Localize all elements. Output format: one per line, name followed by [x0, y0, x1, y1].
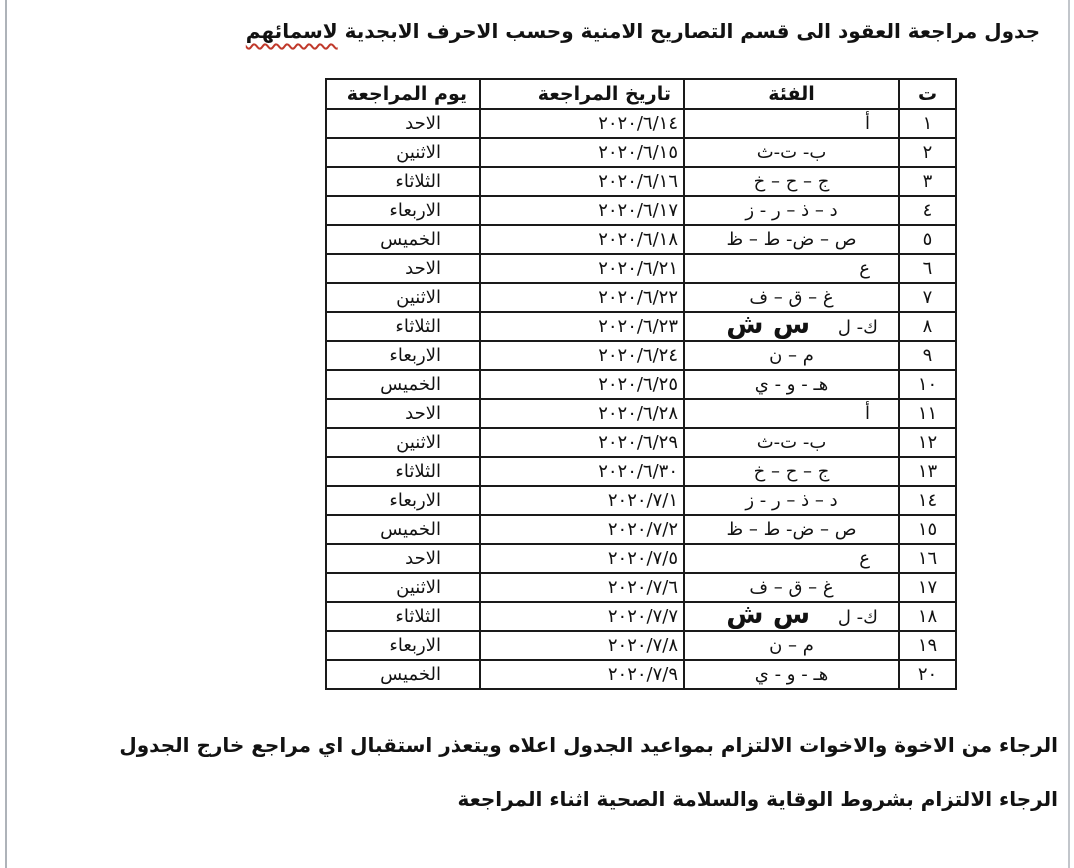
review-date-cell: ٢٠٢٠/٧/١ — [480, 486, 684, 515]
category-cell — [684, 631, 899, 660]
category-cell — [684, 167, 899, 196]
review-day-cell: الخميس — [326, 370, 480, 399]
header-serial-number: ت — [899, 79, 956, 109]
category-letters: غ – ق – ف — [749, 286, 834, 308]
review-date-cell: ٢٠٢٠/٦/٢٢ — [480, 283, 684, 312]
review-date-cell: ٢٠٢٠/٧/٥ — [480, 544, 684, 573]
review-date-cell: ٢٠٢٠/٧/٦ — [480, 573, 684, 602]
serial-number-cell: ٨ — [899, 312, 956, 341]
category-letters: أ — [864, 402, 870, 424]
review-date-cell: ٢٠٢٠/٦/١٦ — [480, 167, 684, 196]
review-day-cell: الاربعاء — [326, 631, 480, 660]
table-row — [326, 486, 956, 515]
category-cell — [684, 341, 899, 370]
review-date-cell: ٢٠٢٠/٧/٢ — [480, 515, 684, 544]
category-cell — [684, 109, 899, 138]
review-day-cell: الثلاثاء — [326, 312, 480, 341]
review-day-cell: الاحد — [326, 254, 480, 283]
serial-number-cell: ١٤ — [899, 486, 956, 515]
serial-number-cell: ١ — [899, 109, 956, 138]
serial-number-cell: ١٢ — [899, 428, 956, 457]
note-health-safety: الرجاء الالتزام بشروط الوقاية والسلامة الصحية اثناء المراجعة — [457, 787, 1058, 811]
serial-number-cell: ١٠ — [899, 370, 956, 399]
table-row — [326, 283, 956, 312]
table-row — [326, 109, 956, 138]
serial-number-cell: ١٧ — [899, 573, 956, 602]
review-schedule-table — [325, 78, 957, 690]
page-edge-right — [1068, 0, 1070, 868]
category-cell — [684, 138, 899, 167]
table-row — [326, 341, 956, 370]
serial-number-cell: ٥ — [899, 225, 956, 254]
header-category: الفئة — [684, 79, 899, 109]
review-day-cell: الاحد — [326, 399, 480, 428]
category-letters: ج – ح – خ — [753, 170, 830, 192]
serial-number-cell: ١٣ — [899, 457, 956, 486]
review-date-cell: ٢٠٢٠/٦/١٧ — [480, 196, 684, 225]
document-title-text: جدول مراجعة العقود الى قسم التصاريح الامنية وحسب الاحرف الابجدية — [344, 19, 1040, 43]
table-row — [326, 660, 956, 689]
category-letters: ع — [859, 547, 870, 569]
review-day-cell: الثلاثاء — [326, 602, 480, 631]
table-row — [326, 457, 956, 486]
category-cell — [684, 196, 899, 225]
review-day-cell: الخميس — [326, 515, 480, 544]
serial-number-cell: ١٦ — [899, 544, 956, 573]
table-row — [326, 167, 956, 196]
review-day-cell: الثلاثاء — [326, 457, 480, 486]
review-day-cell: الثلاثاء — [326, 167, 480, 196]
header-review-day: يوم المراجعة — [326, 79, 480, 109]
category-letters: ع — [859, 257, 870, 279]
category-cell — [684, 399, 899, 428]
review-day-cell: الاحد — [326, 109, 480, 138]
category-letters: أ — [864, 112, 870, 134]
handwritten-annotation: س ش — [726, 312, 811, 340]
review-date-cell: ٢٠٢٠/٦/٣٠ — [480, 457, 684, 486]
review-day-cell: الاحد — [326, 544, 480, 573]
table-row — [326, 138, 956, 167]
serial-number-cell: ٣ — [899, 167, 956, 196]
serial-number-cell: ١٩ — [899, 631, 956, 660]
category-cell — [684, 544, 899, 573]
review-date-cell: ٢٠٢٠/٦/١٥ — [480, 138, 684, 167]
review-day-cell: الاربعاء — [326, 341, 480, 370]
review-date-cell: ٢٠٢٠/٦/٢٤ — [480, 341, 684, 370]
category-letters: ب- ت-ث — [756, 431, 827, 453]
review-date-cell: ٢٠٢٠/٦/٢٨ — [480, 399, 684, 428]
category-cell — [684, 457, 899, 486]
category-letters: م – ن — [769, 634, 814, 656]
review-day-cell: الاربعاء — [326, 486, 480, 515]
table-row — [326, 428, 956, 457]
category-letters: د – ذ – ر - ز — [745, 489, 838, 511]
category-letters: د – ذ – ر - ز — [745, 199, 838, 221]
review-date-cell: ٢٠٢٠/٧/٨ — [480, 631, 684, 660]
spellcheck-underlined-word: لاسمائهم — [245, 19, 338, 43]
category-cell — [684, 573, 899, 602]
category-letters: هـ - و - ي — [754, 663, 829, 685]
serial-number-cell: ٩ — [899, 341, 956, 370]
serial-number-cell: ٦ — [899, 254, 956, 283]
serial-number-cell: ٢ — [899, 138, 956, 167]
table-row — [326, 573, 956, 602]
review-day-cell: الخميس — [326, 660, 480, 689]
category-letters: غ – ق – ف — [749, 576, 834, 598]
table-row — [326, 370, 956, 399]
category-cell — [684, 428, 899, 457]
category-cell — [684, 283, 899, 312]
review-date-cell: ٢٠٢٠/٦/٢٩ — [480, 428, 684, 457]
category-cell — [684, 225, 899, 254]
category-cell — [684, 660, 899, 689]
handwritten-annotation: س ش — [726, 602, 811, 630]
category-cell — [684, 370, 899, 399]
review-date-cell: ٢٠٢٠/٦/٢١ — [480, 254, 684, 283]
review-date-cell: ٢٠٢٠/٧/٩ — [480, 660, 684, 689]
serial-number-cell: ٢٠ — [899, 660, 956, 689]
serial-number-cell: ٧ — [899, 283, 956, 312]
note-schedule-compliance: الرجاء من الاخوة والاخوات الالتزام بمواعيد الجدول اعلاه ويتعذر استقبال اي مراجع خارج الجدول — [119, 733, 1058, 757]
table-row — [326, 225, 956, 254]
review-day-cell: الاثنين — [326, 573, 480, 602]
review-date-cell: ٢٠٢٠/٧/٧ — [480, 602, 684, 631]
review-day-cell: الاثنين — [326, 283, 480, 312]
table-header-row — [326, 79, 956, 109]
page-edge-left — [5, 0, 7, 868]
table-row — [326, 544, 956, 573]
serial-number-cell: ١١ — [899, 399, 956, 428]
category-cell — [684, 486, 899, 515]
document-title — [246, 16, 1040, 46]
serial-number-cell: ١٨ — [899, 602, 956, 631]
category-cell — [684, 254, 899, 283]
category-letters: هـ - و - ي — [754, 373, 829, 395]
table-row — [326, 312, 956, 341]
serial-number-cell: ٤ — [899, 196, 956, 225]
category-letters: ك- ل — [837, 607, 878, 628]
category-cell — [684, 515, 899, 544]
review-day-cell: الاربعاء — [326, 196, 480, 225]
category-cell — [684, 602, 899, 631]
table-row — [326, 602, 956, 631]
table-row — [326, 515, 956, 544]
category-letters: م – ن — [769, 344, 814, 366]
review-day-cell: الخميس — [326, 225, 480, 254]
review-date-cell: ٢٠٢٠/٦/٢٣ — [480, 312, 684, 341]
serial-number-cell: ١٥ — [899, 515, 956, 544]
category-letters: ص – ض- ط – ظ — [726, 518, 857, 540]
review-date-cell: ٢٠٢٠/٦/١٨ — [480, 225, 684, 254]
review-date-cell: ٢٠٢٠/٦/٢٥ — [480, 370, 684, 399]
category-letters: ك- ل — [837, 317, 878, 338]
category-letters: ب- ت-ث — [756, 141, 827, 163]
table-row — [326, 196, 956, 225]
table-row — [326, 399, 956, 428]
review-day-cell: الاثنين — [326, 428, 480, 457]
category-cell — [684, 312, 899, 341]
category-letters: ص – ض- ط – ظ — [726, 228, 857, 250]
header-review-date: تاريخ المراجعة — [480, 79, 684, 109]
review-day-cell: الاثنين — [326, 138, 480, 167]
table-row — [326, 631, 956, 660]
table-row — [326, 254, 956, 283]
review-date-cell: ٢٠٢٠/٦/١٤ — [480, 109, 684, 138]
category-letters: ج – ح – خ — [753, 460, 830, 482]
